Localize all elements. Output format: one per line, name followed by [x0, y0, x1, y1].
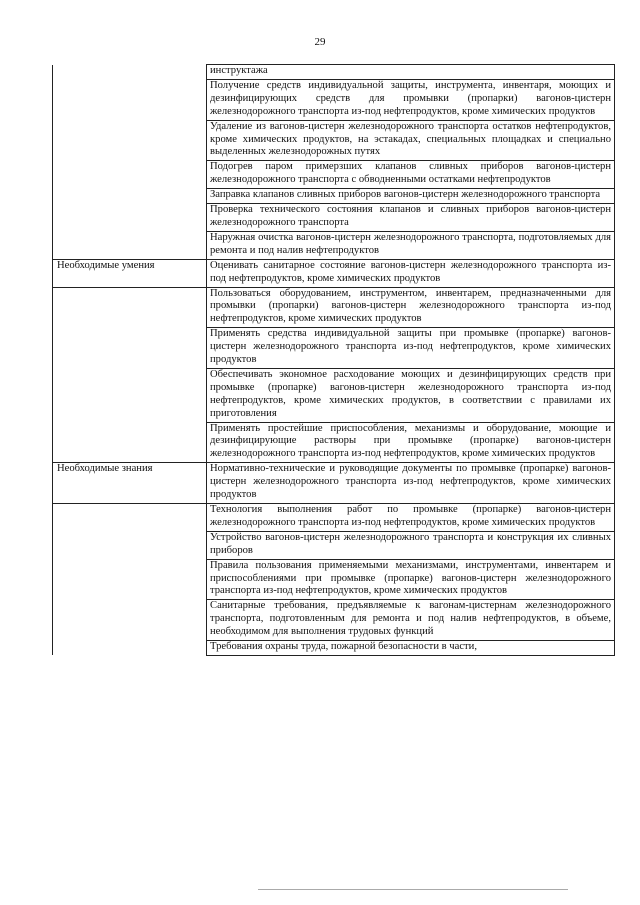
row-text: Оценивать санитарное состояние вагонов-цистерн железнодорожного транспорта из-под нефтепродуктов, кроме химических продуктов	[207, 259, 615, 287]
table-row	[53, 79, 615, 120]
table-row	[53, 328, 615, 369]
row-label	[53, 328, 207, 369]
row-label	[53, 600, 207, 641]
page-bottom-rule	[258, 889, 568, 890]
table-row	[53, 161, 615, 189]
table-row	[53, 504, 615, 532]
table-row	[53, 65, 615, 80]
table-row	[53, 463, 615, 504]
row-text: Удаление из вагонов-цистерн железнодорожного транспорта остатков нефтепродуктов, кроме химических продуктов, на эстакадах, специальных площадках и специально выделенных железнодорожных путях	[207, 120, 615, 161]
row-text: Санитарные требования, предъявляемые к вагонам-цистернам железнодорожного транспорта, подготовленным для ремонта и под налив нефтепродуктов, в объеме, необходимом для выполнения трудовых функций	[207, 600, 615, 641]
row-label	[53, 504, 207, 532]
table-row	[53, 559, 615, 600]
row-label	[53, 120, 207, 161]
row-text: Технология выполнения работ по промывке (пропарке) вагонов-цистерн железнодорожного транспорта из-под нефтепродуктов, кроме химических продуктов	[207, 504, 615, 532]
row-text: Применять средства индивидуальной защиты при промывке (пропарке) вагонов-цистерн железнодорожного транспорта из-под нефтепродуктов, кроме химических продуктов	[207, 328, 615, 369]
table-row	[53, 600, 615, 641]
row-label	[53, 287, 207, 328]
table-row	[53, 204, 615, 232]
row-text: Требования охраны труда, пожарной безопасности в части,	[207, 641, 615, 656]
row-text: Обеспечивать экономное расходование моющих и дезинфицирующих средств при промывке (пропарке) вагонов-цистерн железнодорожного транспорта из-под нефтепродуктов, кроме химических продуктов, в соответствии с правилами их приготовления	[207, 368, 615, 422]
row-text: Наружная очистка вагонов-цистерн железнодорожного транспорта, подготовляемых для ремонта и под налив нефтепродуктов	[207, 231, 615, 259]
row-label	[53, 231, 207, 259]
table-row	[53, 259, 615, 287]
table-row	[53, 422, 615, 463]
row-label	[53, 559, 207, 600]
table-row	[53, 531, 615, 559]
skills-label: Необходимые умения	[53, 259, 207, 287]
table-row	[53, 189, 615, 204]
table-row	[53, 120, 615, 161]
row-text: Заправка клапанов сливных приборов вагонов-цистерн железнодорожного транспорта	[207, 189, 615, 204]
row-label	[53, 531, 207, 559]
table-row	[53, 641, 615, 656]
row-label	[53, 65, 207, 80]
table-row	[53, 287, 615, 328]
row-label	[53, 368, 207, 422]
row-label	[53, 204, 207, 232]
knowledge-label: Необходимые знания	[53, 463, 207, 504]
row-text: Применять простейшие приспособления, механизмы и оборудование, моющие и дезинфицирующие растворы при промывке (пропарке) вагонов-цистерн железнодорожного транспорта из-под нефтепродуктов, кроме химических продуктов	[207, 422, 615, 463]
table-row	[53, 231, 615, 259]
row-text: Получение средств индивидуальной защиты, инструмента, инвентаря, моющих и дезинфицирующих средств для промывки (пропарки) вагонов-цистерн железнодорожного транспорта из-под нефтепродуктов, кроме химических продуктов	[207, 79, 615, 120]
row-text: Нормативно-технические и руководящие документы по промывке (пропарке) вагонов-цистерн железнодорожного транспорта из-под нефтепродуктов, кроме химических продуктов	[207, 463, 615, 504]
row-text: Правила пользования применяемыми механизмами, инструментами, инвентарем и приспособлениями при промывке (пропарке) вагонов-цистерн железнодорожного транспорта из-под нефтепродуктов, кроме химических продуктов	[207, 559, 615, 600]
row-label	[53, 189, 207, 204]
row-text: Проверка технического состояния клапанов и сливных приборов вагонов-цистерн железнодорожного транспорта	[207, 204, 615, 232]
row-text: Пользоваться оборудованием, инструментом, инвентарем, предназначенными для промывки (пропарки) вагонов-цистерн железнодорожного транспорта из-под нефтепродуктов, кроме химических продуктов	[207, 287, 615, 328]
page-number: 29	[314, 36, 326, 48]
row-label	[53, 161, 207, 189]
row-text: Устройство вагонов-цистерн железнодорожного транспорта и конструкция их сливных приборов	[207, 531, 615, 559]
row-label	[53, 79, 207, 120]
row-label	[53, 422, 207, 463]
row-text: инструктажа	[207, 65, 615, 80]
table-row	[53, 368, 615, 422]
requirements-table	[52, 64, 615, 656]
row-text: Подогрев паром примерзших клапанов сливных приборов вагонов-цистерн железнодорожного транспорта с обводненными остатками нефтепродуктов	[207, 161, 615, 189]
row-label	[53, 641, 207, 656]
